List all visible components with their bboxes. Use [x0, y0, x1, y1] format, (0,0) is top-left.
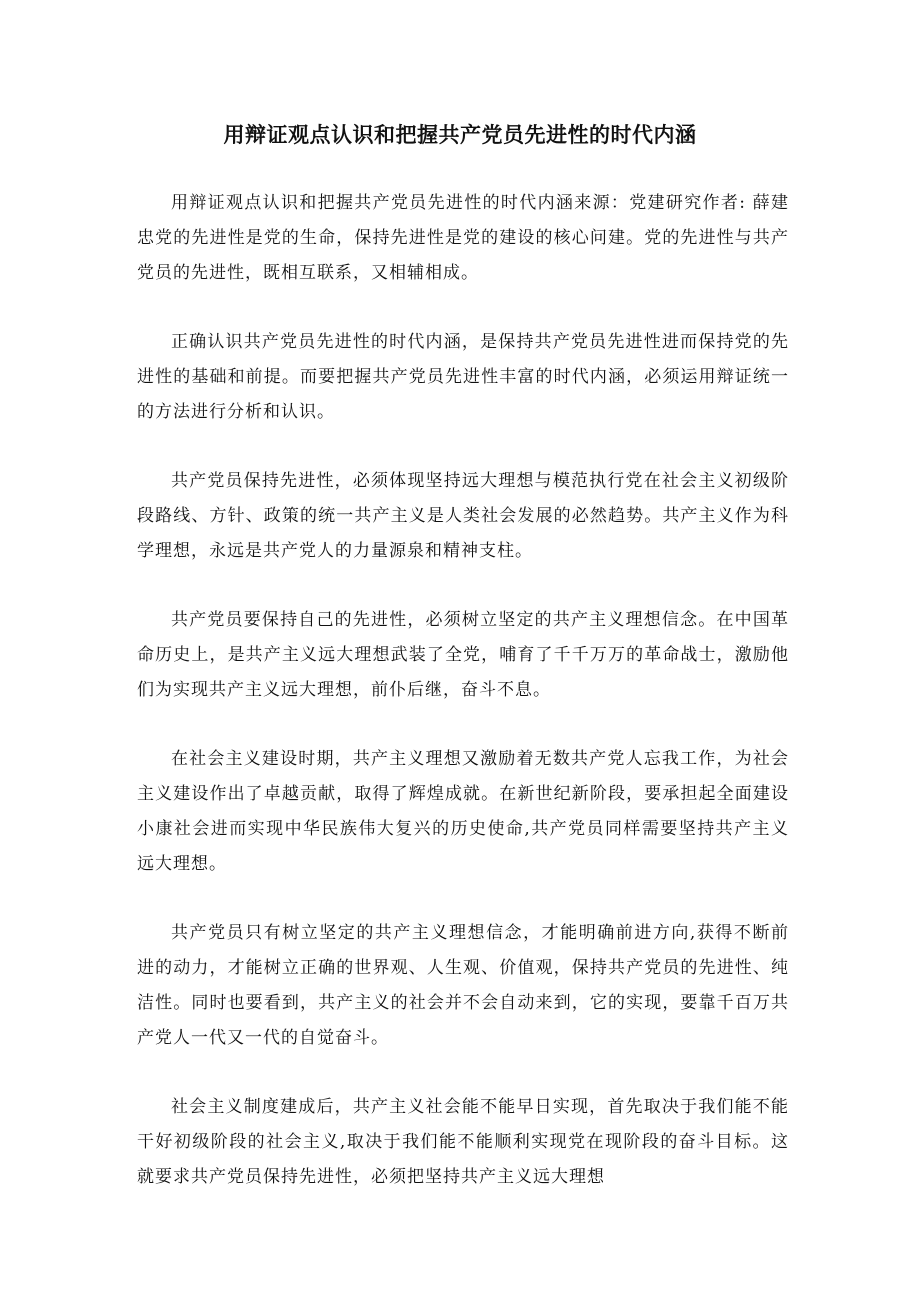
paragraph-7: 社会主义制度建成后，共产主义社会能不能早日实现，首先取决于我们能不能干好初级阶段的社会主义,取决于我们能不能顺利实现党在现阶段的奋斗目标。这就要求共产党员保持先进性，必须把坚持共产主义远大理想	[137, 1097, 789, 1187]
paragraph-1: 用辩证观点认识和把握共产党员先进性的时代内涵来源：党建研究作者: 薛建忠党的先进性是党的生命，保持先进性是党的建设的核心问建。党的先进性与共产党员的先进性，既相互联系，又相辅相成。	[137, 193, 789, 283]
paragraph-2: 正确认识共产党员先进性的时代内涵，是保持共产党员先进性进而保持党的先进性的基础和前提。而要把握共产党员先进性丰富的时代内涵，必须运用辩证统一的方法进行分析和认识。	[137, 332, 789, 422]
paragraph-6: 共产党员只有树立坚定的共产主义理想信念，才能明确前进方向,获得不断前进的动力，才能树立正确的世界观、人生观、价值观，保持共产党员的先进性、纯洁性。同时也要看到，共产主义的社会并不会自动来到，它的实现，要靠千百万共产党人一代又一代的自觉奋斗。	[137, 923, 789, 1048]
paragraph-3: 共产党员保持先进性，必须体现坚持远大理想与模范执行党在社会主义初级阶段路线、方针、政策的统一共产主义是人类社会发展的必然趋势。共产主义作为科学理想，永远是共产党人的力量源泉和精神支柱。	[137, 471, 789, 561]
document-title: 用辩证观点认识和把握共产党员先进性的时代内涵	[223, 123, 697, 147]
paragraph-5: 在社会主义建设时期，共产主义理想又激励着无数共产党人忘我工作，为社会主义建设作出了卓越贡献，取得了辉煌成就。在新世纪新阶段，要承担起全面建设小康社会进而实现中华民族伟大复兴的历史使命,共产党员同样需要坚持共产主义远大理想。	[137, 749, 789, 874]
document-body	[137, 186, 789, 1229]
paragraph-4: 共产党员要保持自己的先进性，必须树立坚定的共产主义理想信念。在中国革命历史上，是共产主义远大理想武装了全党，哺育了千千万万的革命战士，激励他们为实现共产主义远大理想，前仆后继，奋斗不息。	[137, 610, 789, 700]
